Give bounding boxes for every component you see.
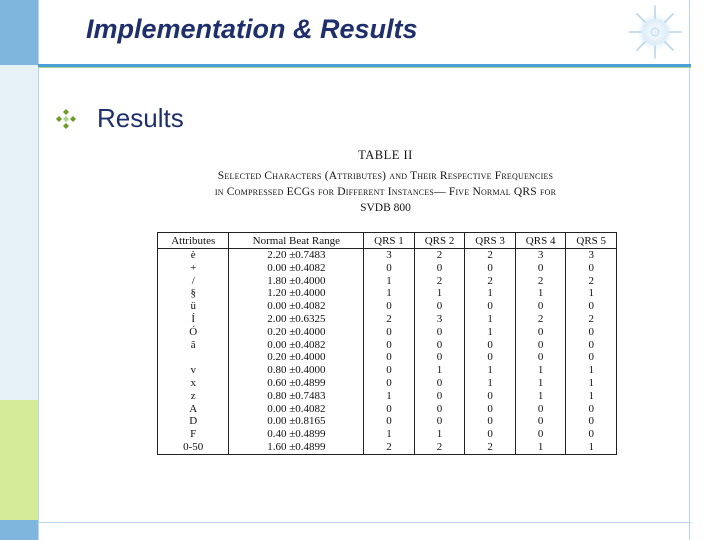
table-cell: 0 — [465, 262, 516, 275]
table-cell: 0 — [364, 339, 415, 352]
table-cell: 0 — [465, 390, 516, 403]
table-cell: 0.00 ±0.4082 — [229, 339, 364, 352]
table-cell: 0 — [465, 403, 516, 416]
diamond-bullet-icon — [55, 108, 77, 130]
table-cell: 1 — [414, 364, 465, 377]
table-cell: 1 — [515, 287, 566, 300]
bullet-text: Results — [97, 103, 184, 133]
table-cell — [158, 351, 229, 364]
table-row — [158, 415, 617, 428]
table-cell: 0 — [515, 351, 566, 364]
table-cell: Ó — [158, 326, 229, 339]
table-cell: 0 — [515, 262, 566, 275]
table-cell: 0 — [566, 415, 617, 428]
table-cell: 0 — [364, 364, 415, 377]
table-cell: 0 — [566, 262, 617, 275]
table-cell: 1 — [465, 326, 516, 339]
table-cell: 0.00 ±0.4082 — [229, 403, 364, 416]
column-header: QRS 5 — [566, 233, 617, 249]
table-row — [158, 339, 617, 352]
table-row — [158, 390, 617, 403]
table-cell: 1 — [465, 377, 516, 390]
table-cell: v — [158, 364, 229, 377]
table-cell: 0 — [364, 300, 415, 313]
table-cell: 0 — [364, 403, 415, 416]
table-cell: 1 — [566, 287, 617, 300]
table-cell: 2 — [414, 249, 465, 262]
left-decor-green-block — [0, 400, 38, 520]
table-cell: 1 — [515, 364, 566, 377]
table-cell: 2 — [515, 275, 566, 288]
left-decor-bottom-block — [0, 520, 38, 540]
table-cell: 0 — [414, 300, 465, 313]
sparkle-logo-icon — [623, 2, 688, 62]
table-cell: 0 — [515, 339, 566, 352]
table-row — [158, 351, 617, 364]
table-cell: è — [158, 249, 229, 262]
table-row — [158, 326, 617, 339]
table-cell: 2 — [465, 249, 516, 262]
column-header: QRS 4 — [515, 233, 566, 249]
table-cell: § — [158, 287, 229, 300]
table-cell: 0 — [566, 300, 617, 313]
table-cell: 2.00 ±0.6325 — [229, 313, 364, 326]
table-row — [158, 300, 617, 313]
table-row — [158, 275, 617, 288]
table-cell: 0 — [414, 403, 465, 416]
table-cell: D — [158, 415, 229, 428]
table-cell: 0 — [566, 339, 617, 352]
table-cell: 1 — [566, 441, 617, 454]
table-cell: 1 — [465, 364, 516, 377]
table-cell: 0 — [414, 390, 465, 403]
table-header-row — [158, 233, 617, 249]
table-cell: 2 — [364, 313, 415, 326]
table-cell: 0 — [364, 415, 415, 428]
table-cell: 0.20 ±0.4000 — [229, 351, 364, 364]
table-cell: 2 — [566, 313, 617, 326]
table-cell: 0.00 ±0.4082 — [229, 300, 364, 313]
table-row — [158, 313, 617, 326]
table-cell: 0 — [414, 326, 465, 339]
table-cell: 0.40 ±0.4899 — [229, 428, 364, 441]
table-cell: 0.80 ±0.7483 — [229, 390, 364, 403]
table-cell: 1 — [414, 428, 465, 441]
table-cell: 0.80 ±0.4000 — [229, 364, 364, 377]
table-cell: 0 — [465, 300, 516, 313]
table-cell: 1 — [566, 377, 617, 390]
table-row — [158, 441, 617, 454]
right-decor-strip — [689, 0, 720, 540]
table-cell: ã — [158, 339, 229, 352]
table-cell: 2 — [414, 275, 465, 288]
table-cell: 1 — [515, 377, 566, 390]
table-cell: z — [158, 390, 229, 403]
table-caption-line-2: in Compressed ECGs for Different Instances— Five Normal QRS for — [214, 186, 557, 198]
header-divider-accent — [38, 67, 691, 68]
table-cell: 0 — [515, 326, 566, 339]
table-cell: / — [158, 275, 229, 288]
table-cell: 0 — [515, 415, 566, 428]
bullet-item — [55, 103, 184, 134]
table-cell: 1 — [465, 313, 516, 326]
footer-divider — [38, 522, 691, 523]
table-cell: 0 — [465, 351, 516, 364]
table-row — [158, 428, 617, 441]
table-cell: 0 — [465, 339, 516, 352]
table-cell: 0 — [515, 300, 566, 313]
table-cell: 0-50 — [158, 441, 229, 454]
table-row — [158, 262, 617, 275]
table-cell: 1.20 ±0.4000 — [229, 287, 364, 300]
table-cell: 0 — [414, 339, 465, 352]
table-cell: 0 — [364, 326, 415, 339]
table-row — [158, 403, 617, 416]
table-caption — [153, 148, 618, 216]
left-decor-top-block — [0, 0, 38, 65]
table-cell: 0 — [566, 403, 617, 416]
table-cell: 1 — [364, 275, 415, 288]
table-row — [158, 249, 617, 262]
table-cell: 0 — [515, 428, 566, 441]
table-cell: 0.60 ±0.4899 — [229, 377, 364, 390]
table-cell: 1 — [566, 364, 617, 377]
table-figure — [153, 148, 618, 492]
table-cell: 3 — [566, 249, 617, 262]
table-cell: 0 — [465, 428, 516, 441]
table-cell: 0 — [414, 262, 465, 275]
table-cell: 2 — [566, 275, 617, 288]
table-cell: 2 — [515, 313, 566, 326]
table-cell: 1.60 ±0.4899 — [229, 441, 364, 454]
table-cell: 2 — [465, 441, 516, 454]
table-cell: 1 — [515, 441, 566, 454]
table-cell: F — [158, 428, 229, 441]
table-number: TABLE II — [358, 148, 413, 162]
table-cell: 2 — [414, 441, 465, 454]
table-cell: 3 — [414, 313, 465, 326]
table-cell: 0 — [515, 403, 566, 416]
table-caption-line-1: Selected Characters (Attributes) and Their Respective Frequencies — [217, 170, 554, 182]
table-cell: 0.00 ±0.4082 — [229, 262, 364, 275]
column-header: Attributes — [158, 233, 229, 249]
table-body — [158, 249, 617, 455]
table-cell: 0 — [566, 351, 617, 364]
table-cell: 1 — [364, 287, 415, 300]
left-decor-bar — [0, 0, 39, 540]
table-cell: 2 — [364, 441, 415, 454]
table-cell: 0 — [364, 351, 415, 364]
table-cell: 1 — [364, 390, 415, 403]
slide-title: Implementation & Results — [86, 14, 418, 44]
table-cell: A — [158, 403, 229, 416]
table-cell: 0.00 ±0.8165 — [229, 415, 364, 428]
table-cell: 3 — [364, 249, 415, 262]
table-cell: 1 — [566, 390, 617, 403]
table-row — [158, 287, 617, 300]
table-cell: 1 — [364, 428, 415, 441]
table-cell: 0.20 ±0.4000 — [229, 326, 364, 339]
table-cell: 0 — [414, 377, 465, 390]
table-cell: 1 — [414, 287, 465, 300]
table-cell: 2.20 ±0.7483 — [229, 249, 364, 262]
table-cell: 1.80 ±0.4000 — [229, 275, 364, 288]
table-cell: + — [158, 262, 229, 275]
table-cell: 1 — [515, 390, 566, 403]
table-cell: 0 — [566, 326, 617, 339]
table-cell: 0 — [414, 415, 465, 428]
column-header: Normal Beat Range — [229, 233, 364, 249]
table-cell: 0 — [364, 262, 415, 275]
table-cell: 1 — [465, 287, 516, 300]
table-cell: x — [158, 377, 229, 390]
table-cell: 0 — [414, 351, 465, 364]
table-cell: Í — [158, 313, 229, 326]
table-cell: 2 — [465, 275, 516, 288]
table-cell: 0 — [566, 428, 617, 441]
table-caption-line-3: SVDB 800 — [360, 202, 411, 214]
frequency-table — [157, 232, 617, 455]
column-header: QRS 2 — [414, 233, 465, 249]
column-header: QRS 1 — [364, 233, 415, 249]
table-cell: 0 — [364, 377, 415, 390]
table-cell: 3 — [515, 249, 566, 262]
table-cell: 0 — [465, 415, 516, 428]
table-row — [158, 377, 617, 390]
table-cell: ü — [158, 300, 229, 313]
column-header: QRS 3 — [465, 233, 516, 249]
table-row — [158, 364, 617, 377]
